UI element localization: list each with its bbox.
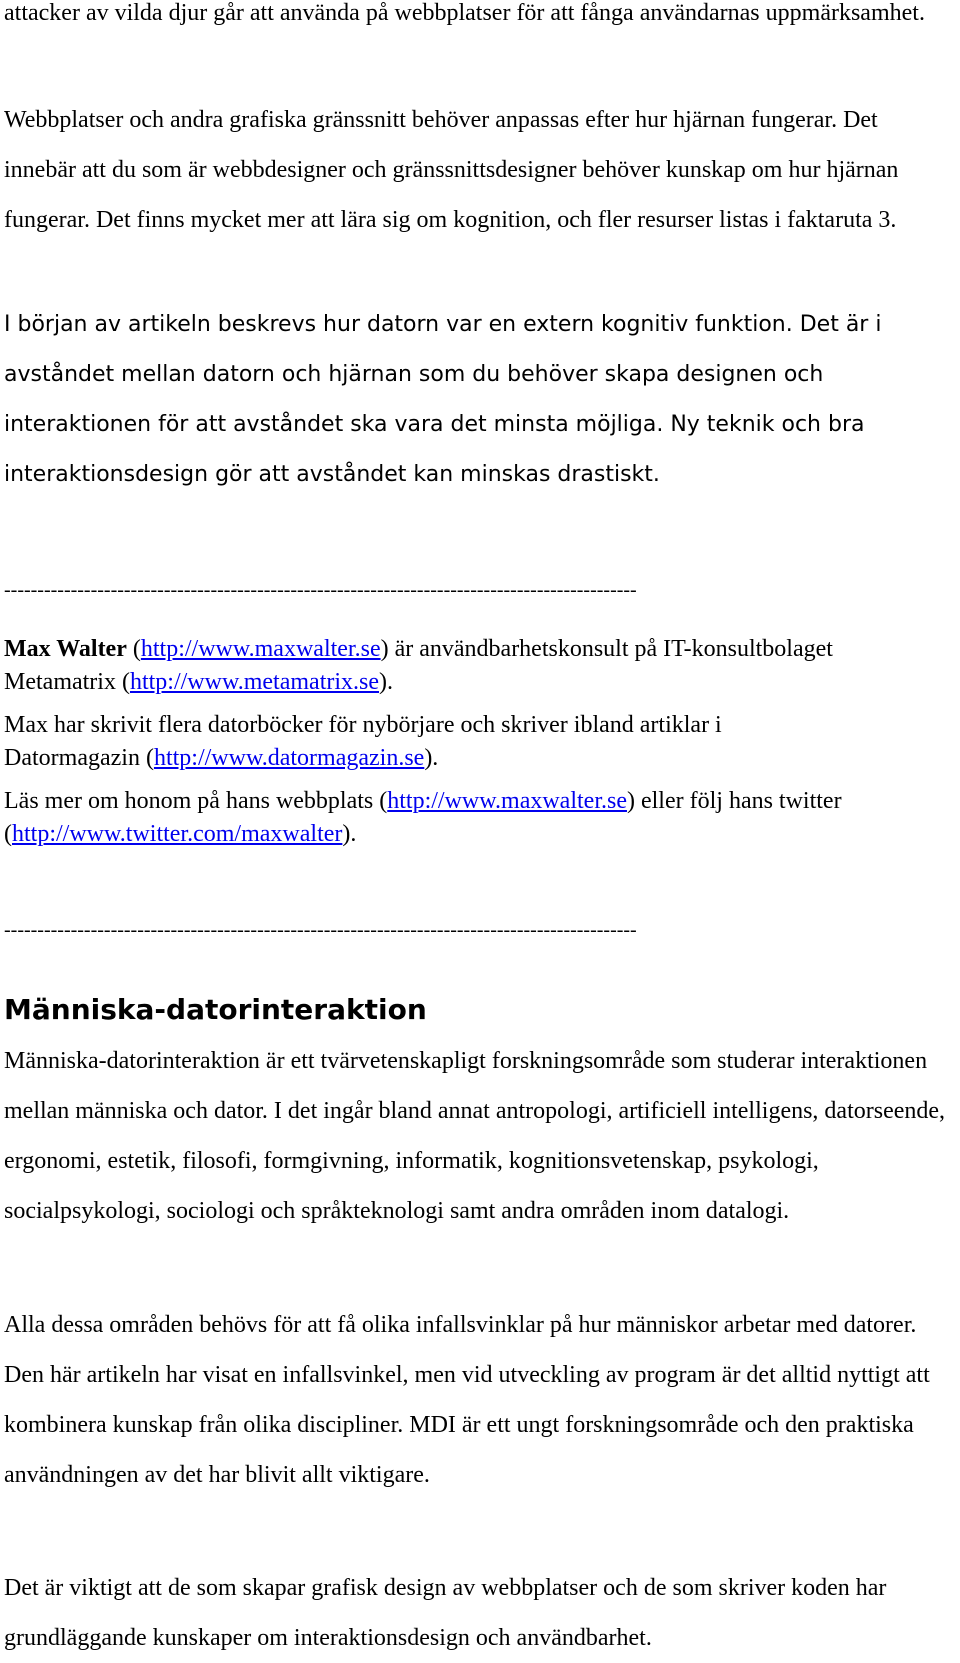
bio-text: ) eller följ hans twitter ( xyxy=(4,788,842,847)
bio-text: ) är användbarhetskonsult på IT-konsultbolaget Metamatrix ( xyxy=(4,636,833,695)
bio-text: ( xyxy=(126,636,141,662)
metamatrix-link[interactable]: http://www.metamatrix.se xyxy=(129,669,380,695)
separator-bottom: ----------------------------------------------------------------------------------------------- xyxy=(4,919,637,941)
author-name: Max Walter xyxy=(4,636,127,662)
bio-text: Max har skrivit flera datorböcker för nybörjare och skriver ibland artiklar i Datormagazin ( xyxy=(4,712,722,771)
bio-line-3 xyxy=(4,785,904,851)
bio-line-2 xyxy=(4,709,844,775)
paragraph-brain-adaptation: Webbplatser och andra grafiska gränssnitt behöver anpassas efter hur hjärnan fungerar. Det innebär att du som är webbdesigner och gränssnittsdesigner behöver kunskap om hur hjärnan fungerar. Det finns mycket mer att lära sig om kognition, och fler resurser listas i faktaruta 3. xyxy=(4,107,899,233)
section-heading: Människa-datorinteraktion xyxy=(4,993,427,1026)
author-bio xyxy=(4,633,854,851)
paragraph-external-cognition: I början av artikeln beskrevs hur datorn var en extern kognitiv funktion. Det är i avståndet mellan datorn och hjärnan som du behöver skapa designen och interaktionen för att avståndet ska vara det minsta möjliga. Ny teknik och bra interaktionsdesign gör att avståndet kan minskas drastiskt. xyxy=(4,312,882,487)
paragraph-hci-importance: Det är viktigt att de som skapar grafisk design av webbplatser och de som skriver koden har grundläggande kunskaper om interaktionsdesign och användbarhet. xyxy=(4,1575,887,1651)
twitter-link[interactable]: http://www.twitter.com/maxwalter xyxy=(12,821,343,847)
separator-top: ----------------------------------------------------------------------------------------------- xyxy=(4,579,637,601)
bio-text: ). xyxy=(424,745,439,771)
paragraph-hci-perspectives: Alla dessa områden behövs för att få olika infallsvinklar på hur människor arbetar med datorer. Den här artikeln har visat en infallsvinkel, men vid utveckling av program är det alltid nyttigt att kombinera kunskap från olika discipliner. MDI är ett ungt forskningsområde och den praktiska användningen av det har blivit allt viktigare. xyxy=(4,1312,930,1488)
datormagazin-link[interactable]: http://www.datormagazin.se xyxy=(153,745,425,771)
paragraph-attention: attacker av vilda djur går att använda på webbplatser för att fånga användarnas uppmärksamhet. xyxy=(4,0,925,26)
maxwalter-link[interactable]: http://www.maxwalter.se xyxy=(140,636,381,662)
bio-text: Läs mer om honom på hans webbplats ( xyxy=(4,788,388,814)
paragraph-hci-definition: Människa-datorinteraktion är ett tvärvetenskapligt forskningsområde som studerar interaktionen mellan människa och dator. I det ingår bland annat antropologi, artificiell intelligens, datorseende, ergonomi, estetik, filosofi, formgivning, informatik, kognitionsvetenskap, psykologi, socialpsykologi, sociologi och språkteknologi samt andra områden inom datalogi. xyxy=(4,1048,946,1224)
bio-text: ). xyxy=(342,821,357,847)
bio-text: ). xyxy=(379,669,394,695)
maxwalter-link-2[interactable]: http://www.maxwalter.se xyxy=(387,788,627,814)
bio-line-1 xyxy=(4,633,854,699)
